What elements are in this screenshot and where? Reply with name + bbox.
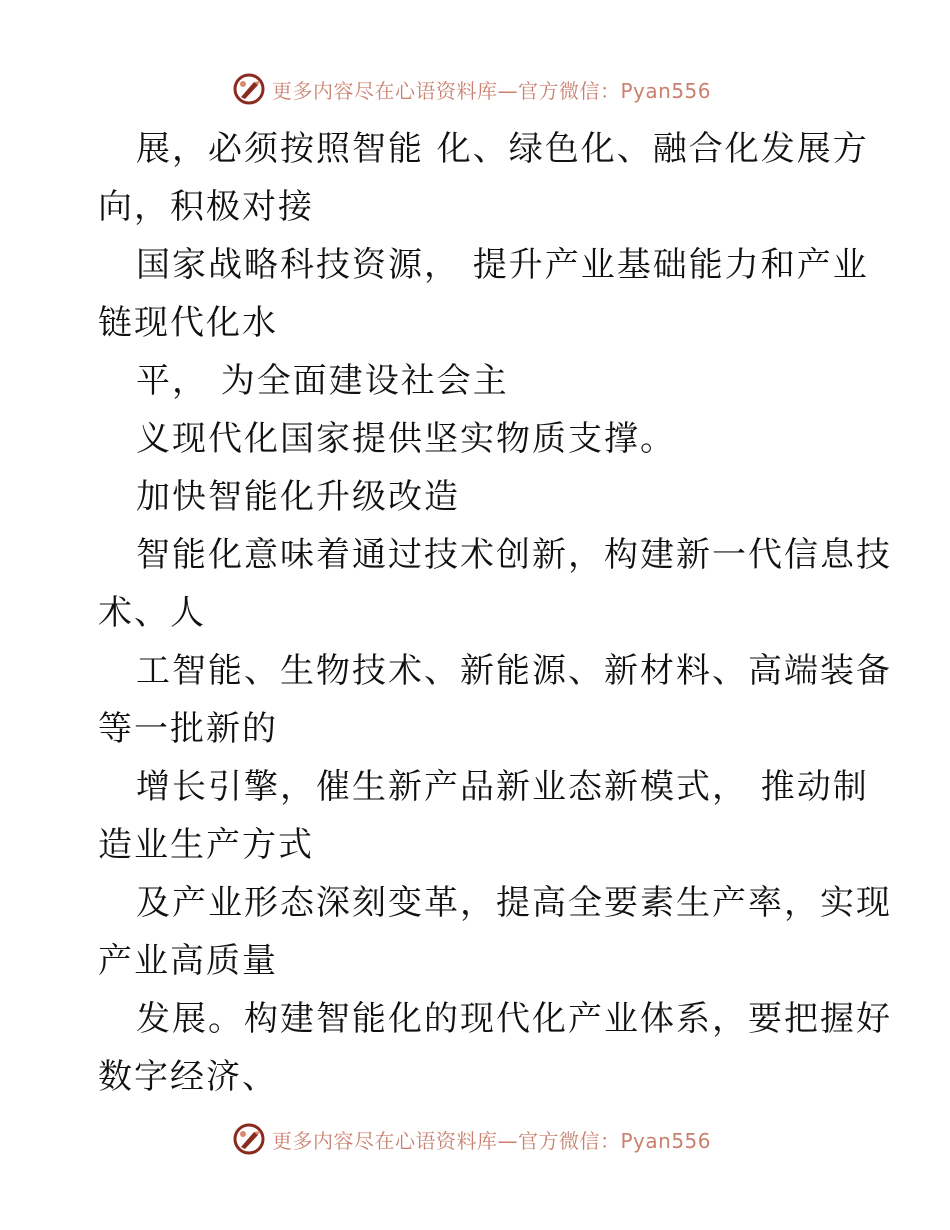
header-banner [232, 72, 711, 106]
document-body [98, 120, 892, 1106]
header-banner-text: 更多内容尽在心语资料库—官方微信：Pyan556 [272, 78, 712, 103]
text-line: 造业生产方式 [98, 825, 314, 865]
text-line: 平， 为全面建设社会主 [136, 361, 509, 401]
text-line: 链现代化水 [98, 303, 278, 343]
text-line: 工智能、生物技术、新能源、新材料、高端装备 [136, 651, 892, 691]
text-line: 等一批新的 [98, 709, 278, 749]
text-line: 向，积极对接 [98, 187, 314, 227]
text-line: 及产业形态深刻变革，提高全要素生产率，实现 [136, 883, 892, 923]
text-line: 增长引擎，催生新产品新业态新模式， 推动制 [136, 767, 869, 807]
text-line: 术、人 [98, 593, 206, 633]
text-line: 智能化意味着通过技术创新，构建新一代信息技 [136, 535, 892, 575]
pen-seal-icon [232, 72, 266, 106]
footer-banner-text: 更多内容尽在心语资料库—官方微信：Pyan556 [272, 1128, 712, 1153]
text-line: 展，必须按照智能 化、绿色化、融合化发展方 [136, 129, 869, 169]
pen-seal-icon [232, 1122, 266, 1156]
section-heading: 加快智能化升级改造 [136, 477, 460, 517]
text-line: 国家战略科技资源， 提升产业基础能力和产业 [136, 245, 869, 285]
text-line: 发展。构建智能化的现代化产业体系，要把握好 [136, 999, 892, 1039]
text-line: 产业高质量 [98, 941, 278, 981]
text-line: 数字经济、 [98, 1057, 278, 1097]
text-line: 义现代化国家提供坚实物质支撑。 [136, 419, 676, 459]
footer-banner [232, 1122, 711, 1156]
